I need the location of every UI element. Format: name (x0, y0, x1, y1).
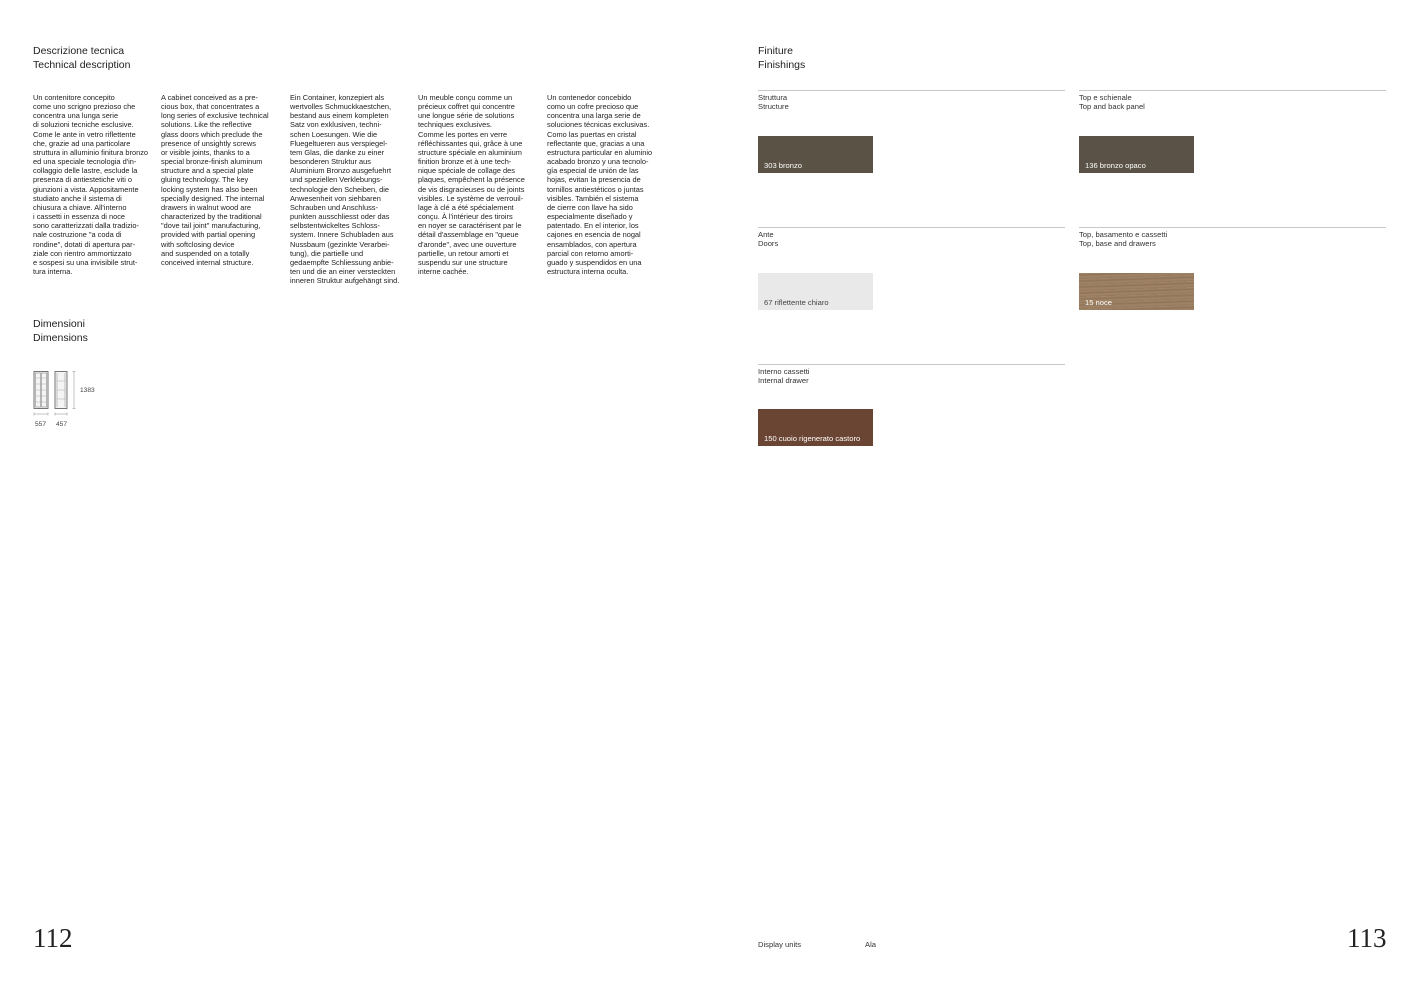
description-spanish: Un contenedor concebido como un cofre precioso que concentra una larga serie de soluciones técnicas exclusivas. Como las puertas en cristal reflectante que, gracias a una estructura particular en aluminio acabado bronzo y una tecnolo- gía especial de unión de las hojas, evitan la presencia de tornillos antiestéticos o juntas visibles. También el sistema de cierre con llave ha sido especialmente diseñado y patentado. En el interior, los cajones en esencia de nogal ensamblados, con apertura parcial con retorno amorti- guado y suspendidos en una estructura interna oculta. (547, 93, 653, 276)
footer-product: Ala (865, 940, 876, 949)
finish-label-en: Structure (758, 102, 789, 112)
finishings-heading-it: Finiture (758, 45, 794, 57)
finish-divider (758, 227, 1065, 228)
swatch-label: 136 bronzo opaco (1085, 161, 1146, 170)
finish-swatch-internal-drawer (758, 409, 873, 446)
dimension-width: 557 (35, 421, 47, 428)
finish-label-en: Top and back panel (1079, 102, 1145, 112)
finish-top-back-panel (1079, 90, 1386, 111)
description-german: Ein Container, konzepiert als wertvolles Schmuckkaestchen, bestand aus einem kompleten Satz von exklusiven, techni- schen Loesungen. Wie die Fluegeltueren aus verspiegel- tem Glas, die danke zu einer besonderen Struktur aus Aluminium Bronzo ausgefuehrt und speziellen Verklebungs- technologie den Scheiben, die Anwesenheit von siehbaren Schrauben und Anschluss- punkten ausschliesst oder das selbstentwickeltes Schloss- system. Innere Schubladen aus Nussbaum (gezinkte Verarbei- tung), die partielle und gedaempfte Schliessung anbie- ten und die an einer versteckten inneren Struktur aufgehängt sind. (290, 93, 400, 286)
swatch-label: 303 bronzo (764, 161, 802, 170)
finishings-heading (758, 45, 805, 72)
dimension-height: 1383 (80, 387, 95, 394)
finish-swatch-structure (758, 136, 873, 173)
finish-internal-drawer (758, 364, 1065, 385)
technical-description-heading (33, 45, 130, 72)
dimensions-heading-en: Dimensions (33, 331, 88, 344)
finish-swatch-doors (758, 273, 873, 310)
finish-label-it: Interno cassetti (758, 367, 810, 376)
page-number-left: 112 (33, 923, 73, 953)
description-italian: Un contenitore concepito come uno scrigno prezioso che concentra una lunga serie di soluzioni tecniche esclusive. Come le ante in vetro riflettente che, grazie ad una particolare struttura in alluminio finitura bronzo ed una speciale tecnologia d'in- collaggio delle lastre, esclude la presenza di antiestetiche viti o giunzioni a vista. Appositamente studiato anche il sistema di chiusura a chiave. All'interno i cassetti in essenza di noce sono caratterizzati dalla tradizio- nale costruzione "a coda di rondine", dotati di apertura par- ziale con rientro ammortizzato e sospesi su una invisibile strut- tura interna. (33, 93, 149, 276)
finish-top-base-drawers (1079, 227, 1386, 248)
page-number-right: 113 (1347, 923, 1387, 953)
swatch-label: 67 riflettente chiaro (764, 298, 829, 307)
finish-swatch-top-back-panel (1079, 136, 1194, 173)
cabinet-dimension-drawing (30, 368, 82, 418)
description-french: Un meuble conçu comme un précieux coffret qui concentre une longue série de solutions techniques exclusives. Comme les portes en verre réfléchissantes qui, grâce à une structure spéciale en aluminium finition bronze et à une tech- nique spéciale de collage des plaques, empêchent la présence de vis disgracieuses ou de joints visibles. Le système de verrouil- lage à clé a été spécialement conçu. À l'intérieur des tiroirs en noyer se caractérisent par le détail d'assemblage en "queue d'aronde", avec une ouverture partielle, un retour amorti et suspendu sur une structure interne cachée. (418, 93, 525, 276)
finishings-heading-en: Finishings (758, 58, 806, 71)
finish-label-en: Internal drawer (758, 376, 809, 386)
finish-doors (758, 227, 1065, 248)
finish-divider (758, 364, 1065, 365)
heading-en: Technical description (33, 58, 131, 71)
swatch-label: 15 noce (1085, 298, 1113, 307)
finish-swatch-top-base-drawers (1079, 273, 1194, 310)
dimensions-heading (33, 318, 88, 345)
finish-divider (1079, 90, 1386, 91)
finish-label-en: Top, base and drawers (1079, 239, 1156, 249)
dimension-depth: 457 (56, 421, 68, 428)
finish-label-it: Top, basamento e cassetti (1079, 230, 1168, 239)
heading-it: Descrizione tecnica (33, 45, 125, 57)
footer-section: Display units (758, 940, 802, 949)
description-english: A cabinet conceived as a pre- cious box, that concentrates a long series of exclusive technical solutions. Like the reflective glass doors which preclude the presence of unsightly screws or visible joints, thanks to a special bronze-finish aluminum structure and a special plate gluing technology. The key locking system has also been specially designed. The internal drawers in walnut wood are characterized by the traditional "dove tail joint" manufacturing, provided with partial opening with softclosing device and suspended on a totally conceived internal structure. (161, 93, 269, 267)
finish-label-it: Struttura (758, 93, 788, 102)
finish-divider (1079, 227, 1386, 228)
dimensions-heading-it: Dimensioni (33, 318, 85, 330)
finish-label-it: Ante (758, 230, 774, 239)
finish-label-en: Doors (758, 239, 779, 249)
finish-label-it: Top e schienale (1079, 93, 1132, 102)
finish-divider (758, 90, 1065, 91)
swatch-label: 150 cuoio rigenerato castoro (764, 434, 861, 443)
finish-structure (758, 90, 1065, 111)
